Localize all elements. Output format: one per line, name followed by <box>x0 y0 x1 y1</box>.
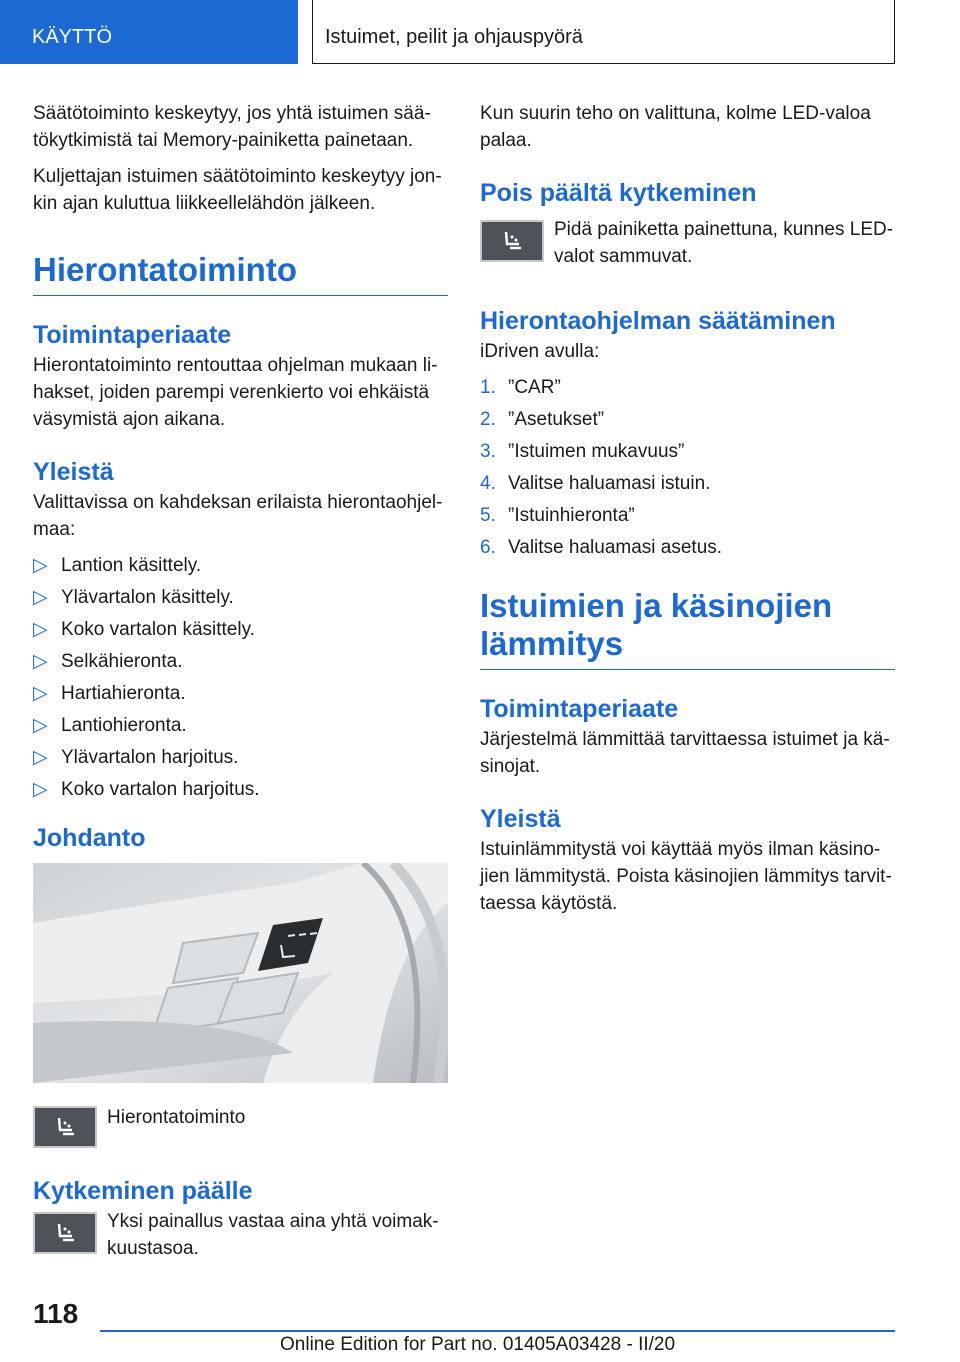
massage-button-photo <box>33 863 448 1083</box>
heading-intro: Johdanto <box>33 824 146 852</box>
heading-general: Yleistä <box>33 458 114 486</box>
footer-divider <box>100 1330 895 1332</box>
right-column <box>480 100 895 926</box>
triangle-bullet-icon: ▷ <box>33 747 48 768</box>
program-item-label: Hartiahieronta. <box>61 683 186 704</box>
triangle-bullet-icon: ▷ <box>33 651 48 672</box>
program-item <box>33 648 448 675</box>
step-item <box>480 406 895 433</box>
program-item-label: Koko vartalon harjoitus. <box>61 779 260 800</box>
heading-switch-on: Kytkeminen päälle <box>33 1177 253 1205</box>
step-item-label: Valitse haluamasi istuin. <box>508 473 711 494</box>
section-title-heating: Istuimien ja käsinojien lämmitys <box>480 587 895 670</box>
triangle-bullet-icon: ▷ <box>33 683 48 704</box>
triangle-bullet-icon: ▷ <box>33 619 48 640</box>
switch-on-text: Yksi painallus vastaa aina yhtä voimakkuustasoa. <box>107 1211 439 1259</box>
step-item-label: ”Istuinhieronta” <box>508 505 635 526</box>
program-item <box>33 552 448 579</box>
step-number: 6. <box>480 537 496 558</box>
program-item-label: Ylävartalon käsittely. <box>61 587 234 608</box>
program-item <box>33 744 448 771</box>
program-item-label: Ylävartalon harjoitus. <box>61 747 239 768</box>
seat-massage-icon <box>33 1106 97 1148</box>
program-item <box>33 776 448 803</box>
triangle-bullet-icon: ▷ <box>33 715 48 736</box>
program-item <box>33 712 448 739</box>
header-chapter <box>312 0 895 64</box>
program-item-label: Lantion käsittely. <box>61 555 202 576</box>
step-number: 4. <box>480 473 496 494</box>
max-power-text: Kun suurin teho on valittuna, kolme LED-valoa palaa. <box>480 103 871 151</box>
step-item-label: ”Istuimen mukavuus” <box>508 441 685 462</box>
step-item <box>480 374 895 401</box>
heading-general-heating: Yleistä <box>480 805 561 833</box>
footer-edition: Online Edition for Part no. 01405A03428 - II/20 <box>280 1334 676 1355</box>
switch-off-text: Pidä painiketta painettuna, kunnes LED-valot sammuvat. <box>554 219 894 267</box>
step-number: 3. <box>480 441 496 462</box>
seat-massage-icon <box>33 1212 97 1254</box>
step-number: 1. <box>480 377 496 398</box>
program-item <box>33 584 448 611</box>
section-title-massage: Hierontatoiminto <box>33 251 448 296</box>
page-number: 118 <box>33 1298 79 1329</box>
step-item <box>480 470 895 497</box>
intro-paragraph-1: Säätötoiminto keskeytyy, jos yhtä istuimen säätökytkimistä tai Memory-painiketta painetaan. <box>33 103 431 151</box>
header-chapter-label: Istuimet, peilit ja ohjauspyörä <box>325 26 583 48</box>
step-number: 5. <box>480 505 496 526</box>
step-item <box>480 502 895 529</box>
triangle-bullet-icon: ▷ <box>33 555 48 576</box>
heading-adjust-program: Hierontaohjelman säätäminen <box>480 307 836 335</box>
switch-off-row <box>480 216 895 270</box>
triangle-bullet-icon: ▷ <box>33 779 48 800</box>
program-item-label: Lantiohieronta. <box>61 715 187 736</box>
header-section <box>0 0 298 64</box>
icon-caption: Hierontatoiminto <box>107 1107 246 1128</box>
heading-principle-heating: Toimintaperiaate <box>480 695 679 723</box>
switch-on-row <box>33 1208 448 1262</box>
step-item <box>480 438 895 465</box>
general-text: Valittavissa on kahdeksan erilaista hierontaohjelmaa: <box>33 492 443 540</box>
heading-principle: Toimintaperiaate <box>33 321 232 349</box>
left-column <box>33 100 448 1274</box>
step-item <box>480 534 895 561</box>
idrive-text: iDriven avulla: <box>480 341 600 362</box>
heading-switch-off: Pois päältä kytkeminen <box>480 179 757 207</box>
step-item-label: Valitse haluamasi asetus. <box>508 537 723 558</box>
program-item <box>33 680 448 707</box>
steps-list <box>480 374 895 561</box>
program-list <box>33 552 448 803</box>
header-section-label: KÄYTTÖ <box>32 26 113 48</box>
massage-icon-row <box>33 1102 448 1148</box>
general-heating-text: Istuinlämmitystä voi käyttää myös ilman käsinojien lämmitystä. Poista käsinojien lämmitys tarvittaessa käytöstä. <box>480 839 892 914</box>
seat-massage-icon <box>480 220 544 262</box>
program-item <box>33 616 448 643</box>
step-item-label: ”CAR” <box>508 377 561 398</box>
triangle-bullet-icon: ▷ <box>33 587 48 608</box>
principle-heating-text: Järjestelmä lämmittää tarvittaessa istuimet ja käsinojat. <box>480 729 890 777</box>
program-item-label: Selkähieronta. <box>61 651 183 672</box>
intro-paragraph-2: Kuljettajan istuimen säätötoiminto keskeytyy jonkin ajan kuluttua liikkeellelähdön jälkeen. <box>33 166 442 214</box>
program-item-label: Koko vartalon käsittely. <box>61 619 255 640</box>
step-number: 2. <box>480 409 496 430</box>
principle-text: Hierontatoiminto rentouttaa ohjelman mukaan lihakset, joiden parempi verenkierto voi ehkäistä väsymistä ajon aikana. <box>33 355 438 430</box>
step-item-label: ”Asetukset” <box>508 409 605 430</box>
